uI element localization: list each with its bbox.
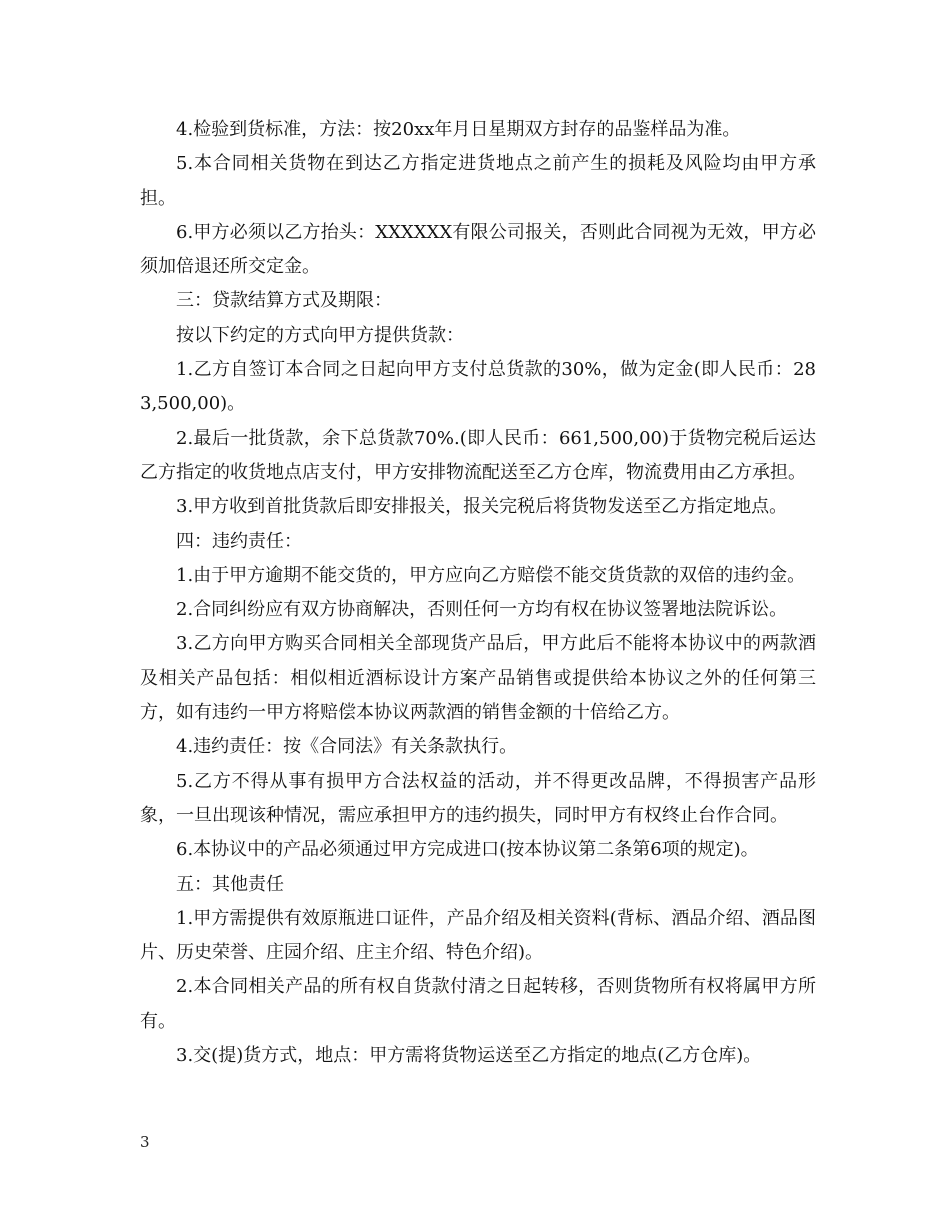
clause-import-channel: 6.本协议中的产品必须通过甲方完成进口(按本协议第二条第6项的规定)。 <box>176 839 759 861</box>
clause-exclusivity: 3.乙方向甲方购买合同相关全部现货产品后，甲方此后不能将本协议中的两款酒及相关产品包括：相似相近酒标设计方案产品销售或提供给本协议之外的任何第三方，如有违约一甲方将赔偿本协议两款酒的销售金额的十倍给乙方。 <box>140 633 816 724</box>
clause-documents: 1.甲方需提供有效原瓶进口证件，产品介绍及相关资料(背标、酒品介绍、酒品图片、历史荣誉、庄园介绍、庄主介绍、特色介绍)。 <box>140 907 816 964</box>
clause-contract-law: 4.违约责任：按《合同法》有关条款执行。 <box>176 736 518 758</box>
clause-final-payment: 2.最后一批货款，余下总货款70%.(即人民币：661,500,00)于货物完税后运达乙方指定的收货地点店支付，甲方安排物流配送至乙方仓库，物流费用由乙方承担。 <box>140 427 816 483</box>
clause-delivery-location: 3.交(提)货方式，地点：甲方需将货物运送至乙方指定的地点(乙方仓库)。 <box>176 1045 762 1067</box>
payment-intro: 按以下约定的方式向甲方提供货款： <box>176 324 464 346</box>
section-heading-other: 五：其他责任 <box>176 873 284 895</box>
section-heading-payment: 三：贷款结算方式及期限： <box>176 290 392 312</box>
contract-body <box>140 113 816 1073</box>
clause-inspection-standard: 4.检验到货标准，方法：按20xx年月日星期双方封存的品鉴样品为准。 <box>176 119 741 140</box>
clause-dispute-resolution: 2.合同纠纷应有双方协商解决，否则任何一方均有权在协议签署地法院诉讼。 <box>176 599 788 621</box>
clause-customs-shipping: 3.甲方收到首批货款后即安排报关，报关完税后将货物发送至乙方指定地点。 <box>176 496 788 518</box>
clause-late-delivery: 1.由于甲方逾期不能交货的，甲方应向乙方赔偿不能交货货款的双倍的违约金。 <box>176 564 806 586</box>
clause-customs-declaration: 6.甲方必须以乙方抬头：XXXXXX有限公司报关，否则此合同视为无效，甲方必须加倍退还所交定金。 <box>140 221 816 278</box>
clause-ownership: 2.本合同相关产品的所有权自货款付清之日起转移，否则货物所有权将属甲方所有。 <box>140 976 816 1032</box>
section-heading-breach: 四：违约责任： <box>176 530 302 552</box>
clause-transport-risk: 5.本合同相关货物在到达乙方指定进货地点之前产生的损耗及风险均由甲方承担。 <box>140 153 816 209</box>
clause-brand-protection: 5.乙方不得从事有损甲方合法权益的活动，并不得更改品牌，不得损害产品形象，一旦出现该种情况，需应承担甲方的违约损失，同时甲方有权终止台作合同。 <box>140 770 816 826</box>
page-number: 3 <box>140 1133 150 1151</box>
clause-deposit: 1.乙方自签订本合同之日起向甲方支付总货款的30%，做为定金(即人民币：283,500,00)。 <box>140 359 816 415</box>
